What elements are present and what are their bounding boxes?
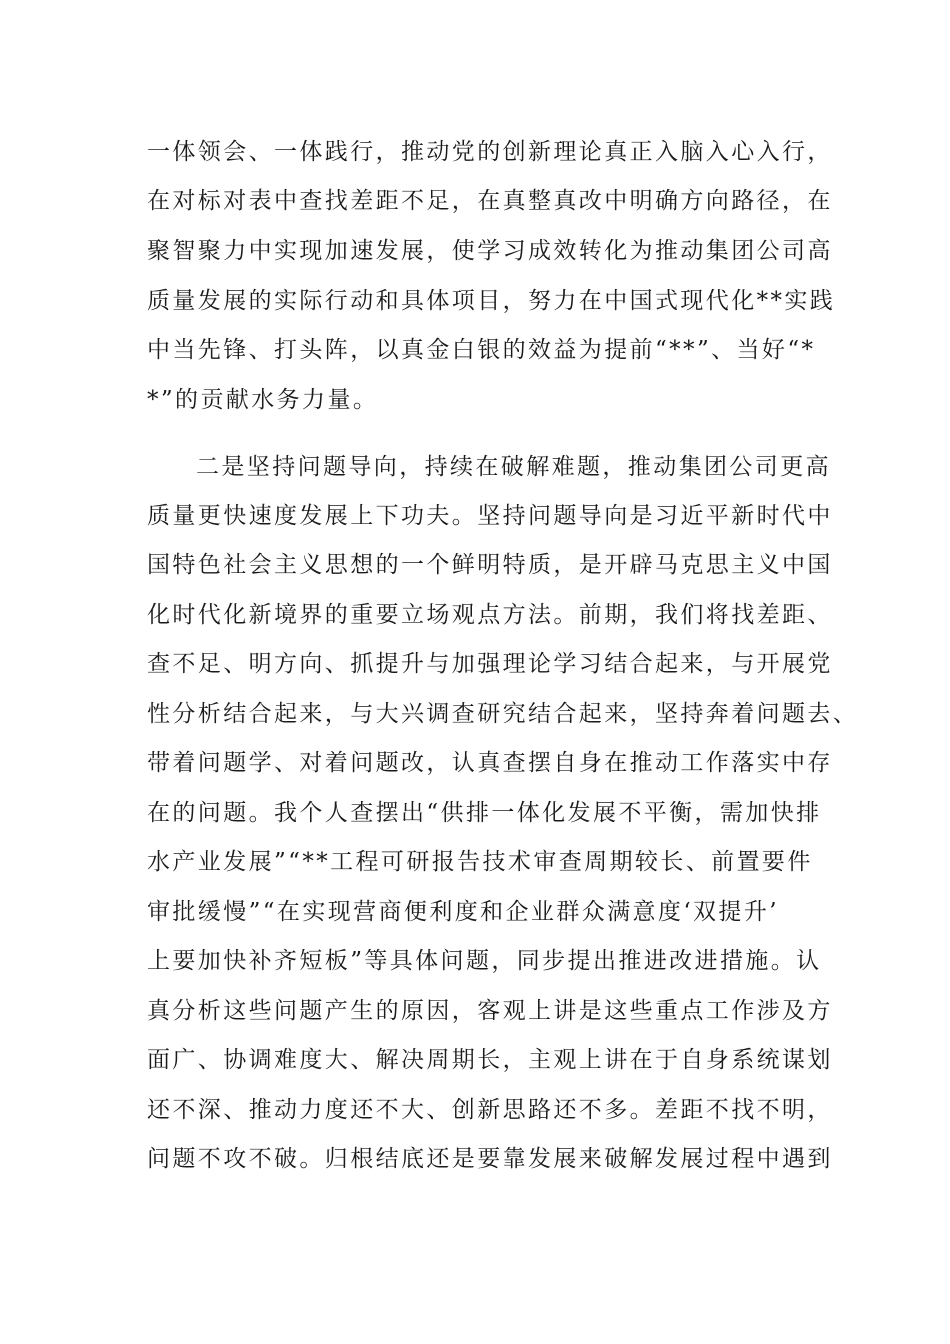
text-line: 审批缓慢”“在实现营商便利度和企业群众满意度‘双提升’ (147, 899, 779, 925)
text-line: 一体领会、一体践行，推动党的创新理论真正入脑入心入行， (147, 139, 833, 165)
text-line: 面广、协调难度大、解决周期长，主观上讲在于自身系统谋划 (147, 1047, 833, 1073)
text-line: 国特色社会主义思想的一个鲜明特质，是开辟马克思主义中国 (147, 552, 833, 578)
text-line: 水产业发展”“**工程可研报告技术审查周期较长、前置要件 (147, 849, 813, 875)
paragraph-first-line: 二是坚持问题导向，持续在破解难题，推动集团公司更高 (196, 454, 831, 480)
text-line: 问题不攻不破。归根结底还是要靠发展来破解发展过程中遇到 (147, 1146, 833, 1172)
text-line: 质量更快速度发展上下功夫。坚持问题导向是习近平新时代中 (147, 503, 833, 529)
text-line: 带着问题学、对着问题改，认真查摆自身在推动工作落实中存 (147, 750, 833, 776)
text-line: 还不深、推动力度还不大、创新思路还不多。差距不找不明， (147, 1097, 833, 1123)
text-line: 性分析结合起来，与大兴调查研究结合起来，坚持奔着问题去、 (147, 701, 859, 727)
text-line: 质量发展的实际行动和具体项目，努力在中国式现代化**实践 (147, 288, 836, 314)
text-line: 在对标对表中查找差距不足，在真整真改中明确方向路径，在 (147, 188, 833, 214)
text-line: 查不足、明方向、抓提升与加强理论学习结合起来，与开展党 (147, 651, 833, 677)
text-line: 中当先锋、打头阵，以真金白银的效益为提前“**”、当好“* (147, 337, 816, 363)
text-line: 在的问题。我个人查摆出“供排一体化发展不平衡，需加快排 (147, 800, 822, 826)
text-line: 化时代化新境界的重要立场观点方法。前期，我们将找差距、 (147, 602, 833, 628)
text-line: 聚智聚力中实现加速发展，使学习成效转化为推动集团公司高 (147, 238, 833, 264)
text-line: 真分析这些问题产生的原因，客观上讲是这些重点工作涉及方 (147, 998, 833, 1024)
text-line: *”的贡献水务力量。 (147, 387, 379, 413)
text-line: 上要加快补齐短板”等具体问题，同步提出推进改进措施。认 (147, 948, 822, 974)
